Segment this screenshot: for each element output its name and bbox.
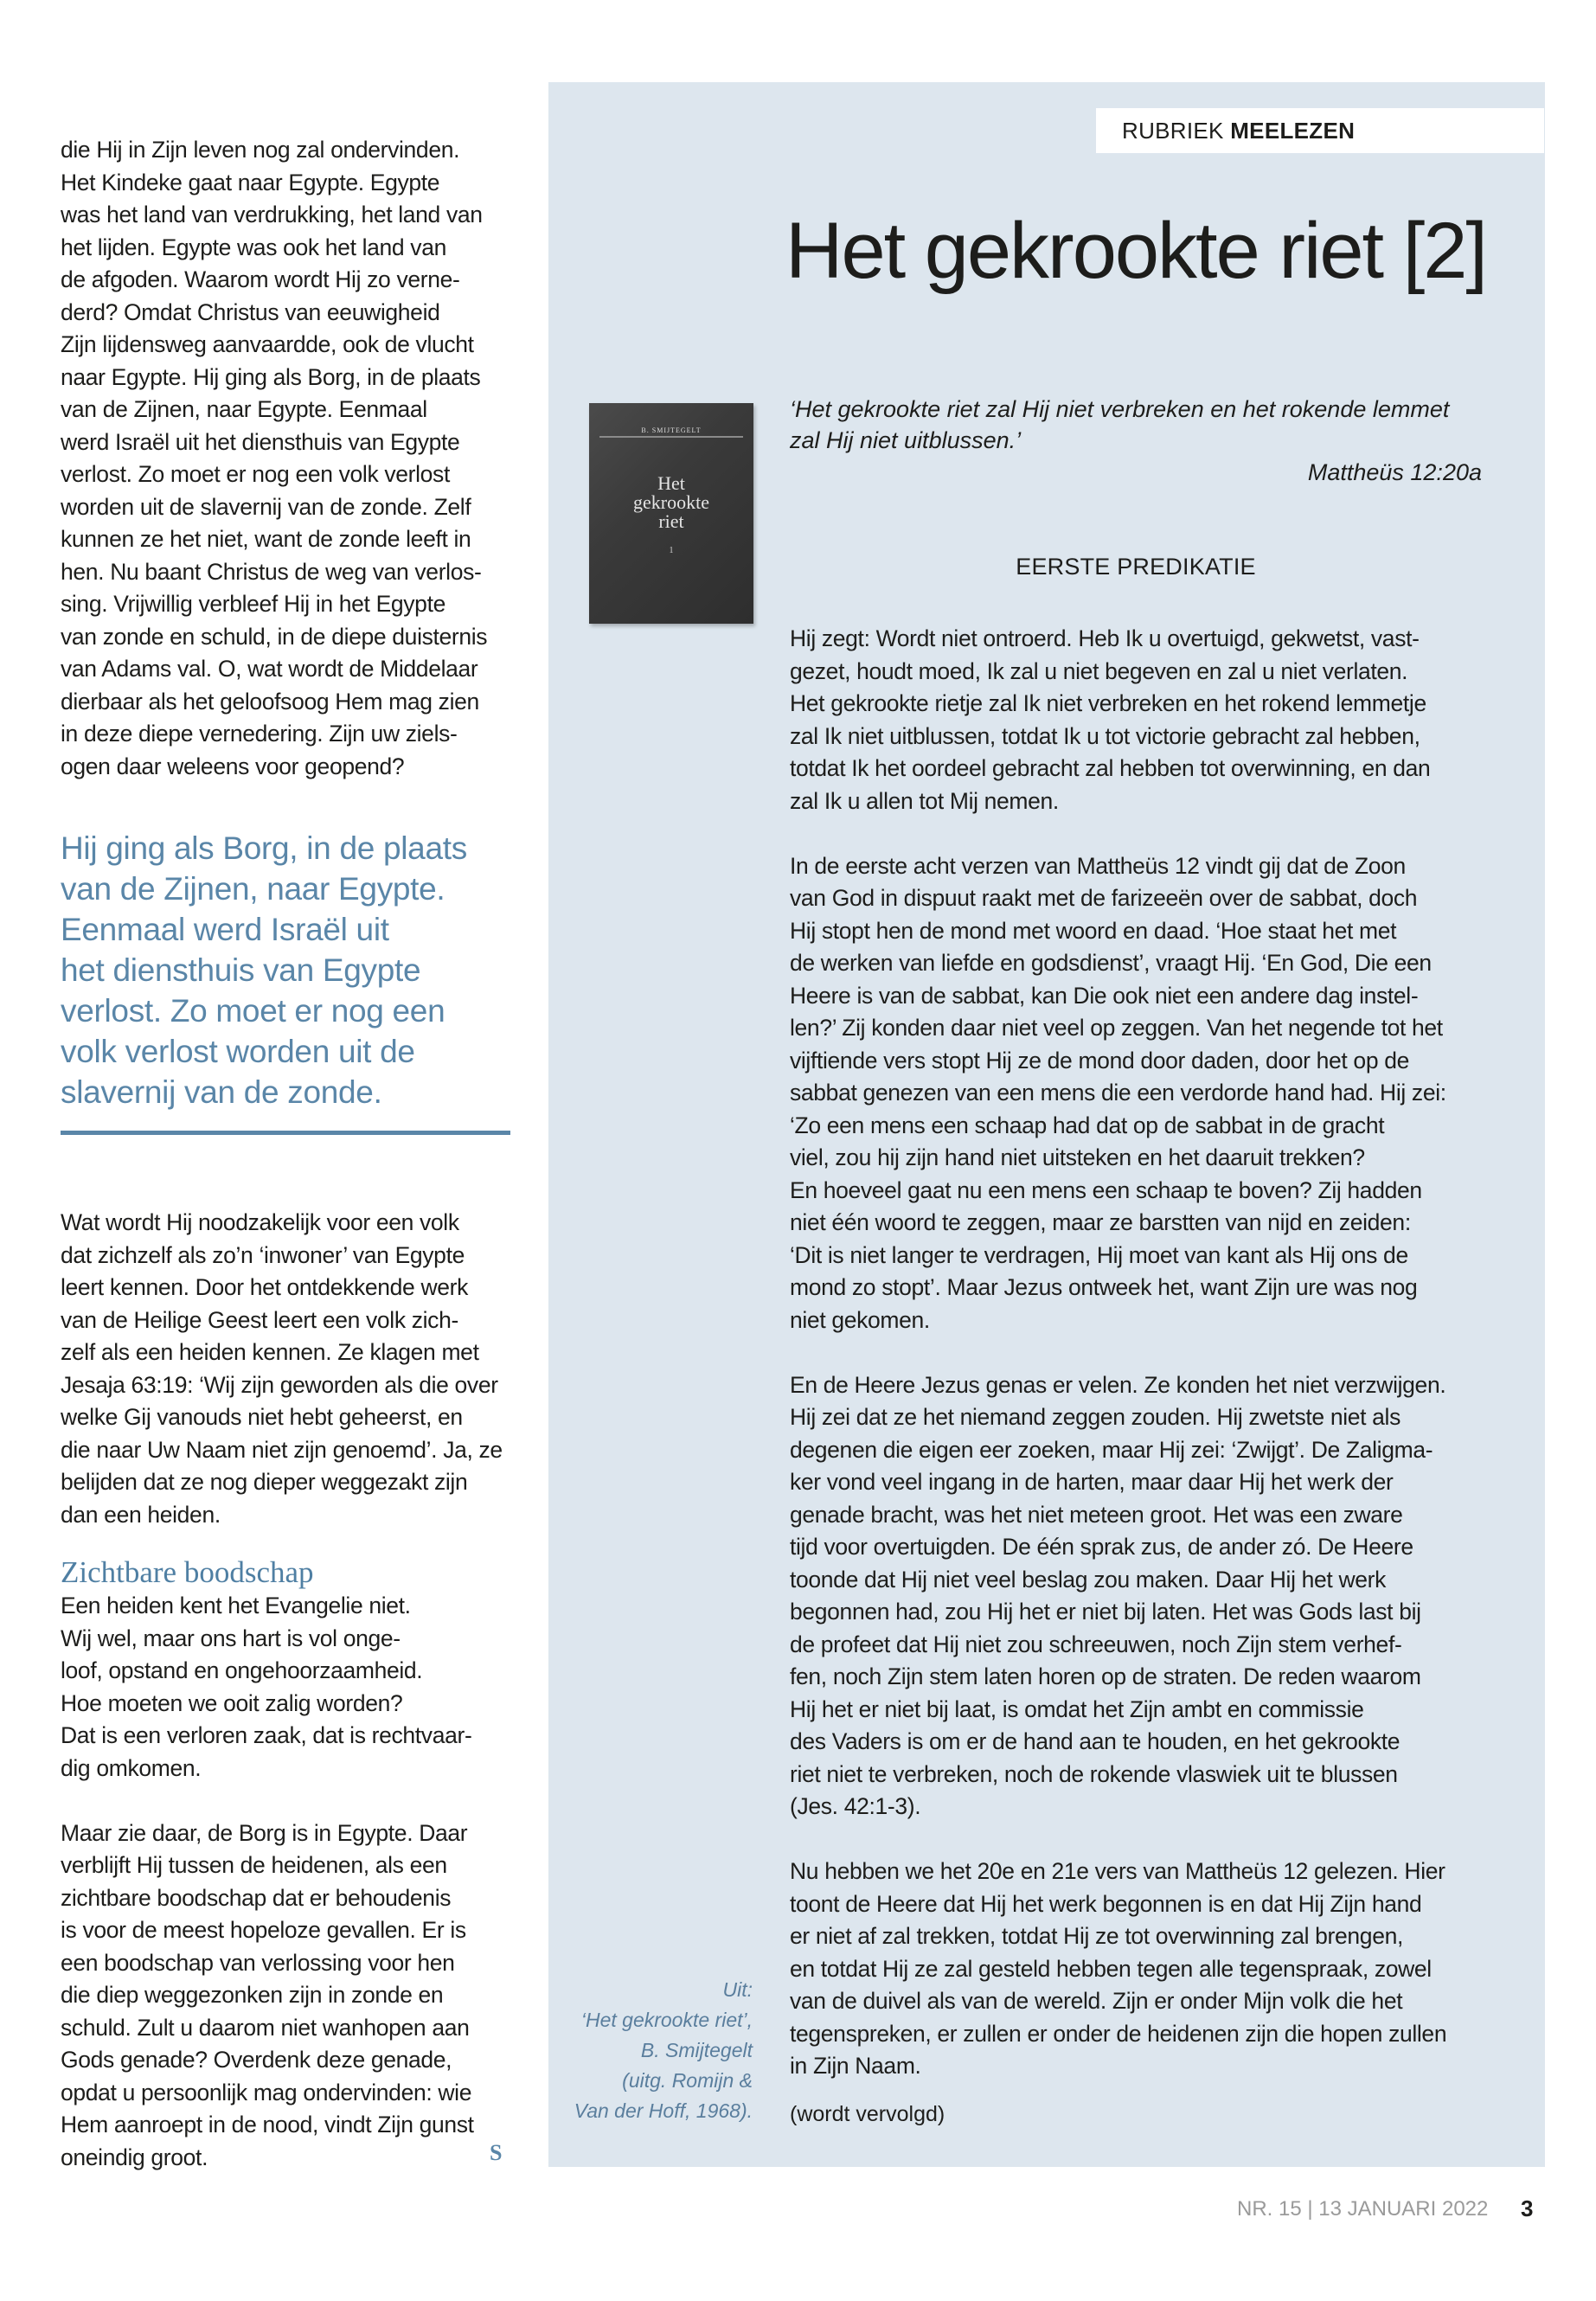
text-line: hen. Nu baant Christus de weg van verlos- bbox=[61, 558, 482, 585]
text-line: worden uit de slavernij van de zonde. Zelf bbox=[61, 493, 471, 520]
text-line: Maar zie daar, de Borg is in Egypte. Daar bbox=[61, 1819, 468, 1846]
text-line: zichtbare boodschap dat er behoudenis bbox=[61, 1884, 452, 1911]
text-line: sabbat genezen van een mens die een verdorde hand had. Hij zei: bbox=[790, 1080, 1446, 1106]
text-line: de profeet dat Hij niet zou schreeuwen, noch Zijn stem verhef- bbox=[790, 1631, 1402, 1657]
text-line: welke Gij vanouds niet hebt geheerst, en bbox=[61, 1404, 463, 1430]
text-line: verlost. Zo moet er nog een volk verlost bbox=[61, 461, 450, 487]
left-column bbox=[61, 134, 515, 1112]
text-line: werd Israël uit het diensthuis van Egypte bbox=[61, 428, 460, 455]
text-line: degenen die eigen eer zoeken, maar Hij zei: ‘Zwijgt’. De Zaligma- bbox=[790, 1436, 1433, 1463]
article-title-main: Het gekrookte riet bbox=[785, 207, 1383, 295]
text-line: de afgoden. Waarom wordt Hij zo verne- bbox=[61, 266, 460, 292]
text-line: Heere is van de sabbat, kan Die ook niet een andere dag instel- bbox=[790, 982, 1419, 1009]
page-number: 3 bbox=[1521, 2195, 1534, 2221]
text-line: verblijft Hij tussen de heidenen, als een bbox=[61, 1852, 447, 1878]
text-line: Een heiden kent het Evangelie niet. bbox=[61, 1593, 411, 1618]
text-line: derd? Omdat Christus van eeuwigheid bbox=[61, 298, 440, 325]
epigraph-line: ‘Het gekrookte riet zal Hij niet verbreken en het rokende lemmet bbox=[790, 396, 1450, 422]
text-line: in deze diepe vernedering. Zijn uw ziels- bbox=[61, 721, 458, 747]
pull-quote bbox=[61, 828, 515, 1112]
text-line: totdat Ik het oordeel gebracht zal hebben tot overwinning, en dan bbox=[790, 755, 1431, 781]
book-cover-volume: 1 bbox=[669, 546, 674, 555]
pull-quote-line: het diensthuis van Egypte bbox=[61, 952, 421, 988]
book-cover-title bbox=[589, 474, 753, 531]
left-paragraph-2 bbox=[61, 1207, 515, 1531]
text-line: ker vond veel ingang in de harten, maar daar Hij het werk der bbox=[790, 1469, 1394, 1495]
text-line: tegenspreken, er zullen er onder de heidenen zijn die hopen zullen bbox=[790, 2020, 1447, 2047]
text-line: zal Ik u allen tot Mij nemen. bbox=[790, 787, 1059, 814]
text-line: tijd voor overtuigden. De één sprak zus, de ander zó. De Heere bbox=[790, 1534, 1413, 1560]
text-line: van de duivel als van de wereld. Zijn er onder Mijn volk die het bbox=[790, 1988, 1403, 2014]
text-line: zelf als een heiden kennen. Ze klagen met bbox=[61, 1339, 479, 1365]
text-line: Nu hebben we het 20e en 21e vers van Mattheüs 12 gelezen. Hier bbox=[790, 1858, 1445, 1884]
book-title-line: riet bbox=[658, 510, 684, 532]
footer-issue: NR. 15 | 13 JANUARI 2022 bbox=[1237, 2197, 1489, 2221]
text-line: die Hij in Zijn leven nog zal ondervinden. bbox=[61, 137, 460, 163]
text-line: Dat is een verloren zaak, dat is rechtvaar- bbox=[61, 1722, 472, 1748]
caption-line: (uitg. Romijn & bbox=[622, 2069, 753, 2092]
text-line: een boodschap van verlossing voor hen bbox=[61, 1949, 455, 1976]
text-line: genade bracht, was het niet meteen groot. Het was een zware bbox=[790, 1501, 1403, 1528]
article-title bbox=[785, 203, 1486, 298]
pull-quote-line: Hij ging als Borg, in de plaats bbox=[61, 830, 467, 866]
right-paragraph-1 bbox=[790, 623, 1499, 817]
rubric-name: MEELEZEN bbox=[1230, 118, 1356, 144]
text-line: van Adams val. O, wat wordt de Middelaar bbox=[61, 656, 478, 682]
text-line: vijftiende vers stopt Hij ze de mond door daden, door het op de bbox=[790, 1047, 1409, 1074]
right-paragraph-3 bbox=[790, 1369, 1499, 1823]
pull-quote-line: volk verlost worden uit de bbox=[61, 1034, 415, 1069]
pull-quote-line: verlost. Zo moet er nog een bbox=[61, 993, 445, 1029]
text-line: Hij zei dat ze het niemand zeggen zouden. Hij zwetste niet als bbox=[790, 1404, 1401, 1430]
image-caption bbox=[554, 1975, 753, 2126]
text-line: sing. Vrijwillig verbleef Hij in het Egypte bbox=[61, 591, 445, 617]
text-line: die diep weggezonken zijn in zonde en bbox=[61, 1982, 444, 2008]
right-column bbox=[790, 623, 1499, 2083]
end-of-article-mark: S bbox=[490, 2140, 503, 2165]
book-cover-rule bbox=[599, 436, 743, 438]
text-line: Zijn lijdensweg aanvaardde, ook de vlucht bbox=[61, 331, 474, 357]
text-line: Het Kindeke gaat naar Egypte. Egypte bbox=[61, 169, 440, 195]
epigraph-reference: Mattheüs 12:20a bbox=[1307, 459, 1482, 485]
text-line: toonde dat Hij niet veel beslag zou maken. Daar Hij het werk bbox=[790, 1566, 1386, 1593]
text-line: Jesaja 63:19: ‘Wij zijn geworden als die over bbox=[61, 1371, 498, 1398]
text-line: belijden dat ze nog dieper weggezakt zijn bbox=[61, 1469, 468, 1495]
right-paragraph-4 bbox=[790, 1856, 1499, 2083]
text-line: oneindig groot. bbox=[61, 2144, 208, 2170]
text-line: dierbaar als het geloofsoog Hem mag zien bbox=[61, 688, 479, 715]
text-line: ogen daar weleens voor geopend? bbox=[61, 753, 405, 779]
text-line: Wij wel, maar ons hart is vol onge- bbox=[61, 1625, 401, 1651]
text-line: Hoe moeten we ooit zalig worden? bbox=[61, 1689, 403, 1716]
text-line: er niet af zal trekken, totdat Hij ze tot overwinning zal brengen, bbox=[790, 1923, 1403, 1949]
text-line: is voor de meest hopeloze gevallen. Er is bbox=[61, 1917, 466, 1943]
text-line: Hem aanroept in de nood, vindt Zijn gunst bbox=[61, 2112, 474, 2138]
caption-line: ‘Het gekrookte riet’, bbox=[580, 2009, 753, 2031]
book-title-line: Het bbox=[657, 472, 685, 494]
epigraph-line: zal Hij niet uitblussen.’ bbox=[790, 427, 1022, 453]
text-line: ‘Zo een mens een schaap had dat op de sabbat in de gracht bbox=[790, 1112, 1385, 1138]
text-line: toont de Heere dat Hij het werk begonnen is en dat Hij Zijn hand bbox=[790, 1890, 1422, 1917]
book-title-line: gekrookte bbox=[633, 491, 709, 513]
text-line: en totdat Hij ze zal gesteld hebben tegen alle tegenspraak, zowel bbox=[790, 1955, 1432, 1982]
text-line: die naar Uw Naam niet zijn genoemd’. Ja, ze bbox=[61, 1436, 503, 1463]
text-line: viel, zou hij zijn hand niet uitsteken en het daaruit trekken? bbox=[790, 1144, 1365, 1170]
right-paragraph-2 bbox=[790, 850, 1499, 1337]
text-line: van de Zijnen, naar Egypte. Eenmaal bbox=[61, 396, 427, 422]
text-line: niet één woord te zeggen, maar ze barstten van nijd en zeiden: bbox=[790, 1209, 1411, 1235]
rubric-prefix: RUBRIEK bbox=[1122, 118, 1224, 144]
text-line: dat zichzelf als zo’n ‘inwoner’ van Egypte bbox=[61, 1241, 465, 1268]
book-cover-author: B. SMIJTEGELT bbox=[641, 426, 702, 434]
pull-quote-line: Eenmaal werd Israël uit bbox=[61, 912, 389, 947]
text-line: in Zijn Naam. bbox=[790, 2053, 921, 2079]
left-intro-paragraph bbox=[61, 134, 515, 783]
text-line: loof, opstand en ongehoorzaamheid. bbox=[61, 1657, 423, 1683]
text-line: opdat u persoonlijk mag ondervinden: wie bbox=[61, 2079, 472, 2106]
text-line: van de Heilige Geest leert een volk zich- bbox=[61, 1306, 458, 1333]
text-line: dan een heiden. bbox=[61, 1501, 221, 1528]
pull-quote-line: slavernij van de zonde. bbox=[61, 1074, 382, 1110]
rubric-label bbox=[1096, 108, 1544, 153]
book-cover-image bbox=[589, 403, 753, 624]
text-line: riet niet te verbreken, noch de rokende vlaswiek uit te blussen bbox=[790, 1760, 1398, 1787]
text-line: Gods genade? Overdenk deze genade, bbox=[61, 2047, 452, 2073]
text-line: Het gekrookte rietje zal Ik niet verbreken en het rokend lemmetje bbox=[790, 690, 1426, 716]
caption-line: Van der Hoff, 1968). bbox=[574, 2099, 753, 2122]
text-line: de werken van liefde en godsdienst’, vraagt Hij. ‘En God, Die een bbox=[790, 950, 1432, 976]
text-line: zal Ik niet uitblussen, totdat Ik u tot victorie gebracht zal hebben, bbox=[790, 722, 1420, 749]
text-line: (Jes. 42:1-3). bbox=[790, 1793, 921, 1819]
text-line: len?’ Zij konden daar niet veel op zeggen. Van het negende tot het bbox=[790, 1015, 1443, 1041]
text-line: schuld. Zult u daarom niet wanhopen aan bbox=[61, 2014, 470, 2041]
text-line: Hij het er niet bij laat, is omdat het Zijn ambt en commissie bbox=[790, 1695, 1364, 1722]
text-line: Hij stopt hen de mond met woord en daad. ‘Hoe staat het met bbox=[790, 917, 1397, 944]
text-line: gezet, houdt moed, Ik zal u niet begeven en zal u niet verlaten. bbox=[790, 657, 1408, 684]
text-line: Hij zegt: Wordt niet ontroerd. Heb Ik u overtuigd, gekwetst, vast- bbox=[790, 625, 1420, 651]
article-title-part: [2] bbox=[1402, 207, 1486, 295]
text-line: kunnen ze het niet, want de zonde leeft in bbox=[61, 526, 471, 552]
text-line: niet gekomen. bbox=[790, 1306, 930, 1333]
text-line: het lijden. Egypte was ook het land van bbox=[61, 234, 446, 260]
epigraph-quote bbox=[790, 394, 1482, 456]
text-line: was het land van verdrukking, het land van bbox=[61, 202, 483, 228]
text-line: En hoeveel gaat nu een mens een schaap te boven? Zij hadden bbox=[790, 1176, 1422, 1203]
text-line: En de Heere Jezus genas er velen. Ze konden het niet verzwijgen. bbox=[790, 1371, 1446, 1398]
caption-line: Uit: bbox=[722, 1978, 753, 2001]
text-line: fen, noch Zijn stem laten horen op de straten. De reden waarom bbox=[790, 1663, 1421, 1689]
left-column-lower bbox=[61, 1207, 515, 2174]
text-line: naar Egypte. Hij ging als Borg, in de plaats bbox=[61, 363, 481, 390]
text-line: mond zo stopt’. Maar Jezus ontweek het, want Zijn ure was nog bbox=[790, 1274, 1418, 1300]
pull-quote-rule bbox=[61, 1131, 510, 1135]
text-line: begonnen had, zou Hij het er niet bij laten. Het was Gods last bij bbox=[790, 1599, 1421, 1625]
to-be-continued: (wordt vervolgd) bbox=[790, 2102, 945, 2126]
left-paragraph-4 bbox=[61, 1817, 515, 2175]
text-line: van zonde en schuld, in de diepe duisternis bbox=[61, 623, 488, 650]
caption-line: B. Smijtegelt bbox=[640, 2039, 753, 2061]
left-paragraph-3 bbox=[61, 1590, 515, 1785]
subheading: Zichtbare boodschap bbox=[61, 1555, 314, 1589]
text-line: Wat wordt Hij noodzakelijk voor een volk bbox=[61, 1209, 459, 1235]
section-heading: EERSTE PREDIKATIE bbox=[1016, 554, 1256, 580]
text-line: ‘Dit is niet langer te verdragen, Hij moet van kant als Hij ons de bbox=[790, 1241, 1408, 1268]
text-line: leert kennen. Door het ontdekkende werk bbox=[61, 1274, 469, 1300]
text-line: In de eerste acht verzen van Mattheüs 12 vindt gij dat de Zoon bbox=[790, 852, 1406, 879]
text-line: van God in dispuut raakt met de farizeeën over de sabbat, doch bbox=[790, 885, 1418, 911]
text-line: des Vaders is om er de hand aan te houden, en het gekrookte bbox=[790, 1728, 1401, 1754]
pull-quote-line: van de Zijnen, naar Egypte. bbox=[61, 871, 445, 907]
text-line: dig omkomen. bbox=[61, 1754, 202, 1781]
